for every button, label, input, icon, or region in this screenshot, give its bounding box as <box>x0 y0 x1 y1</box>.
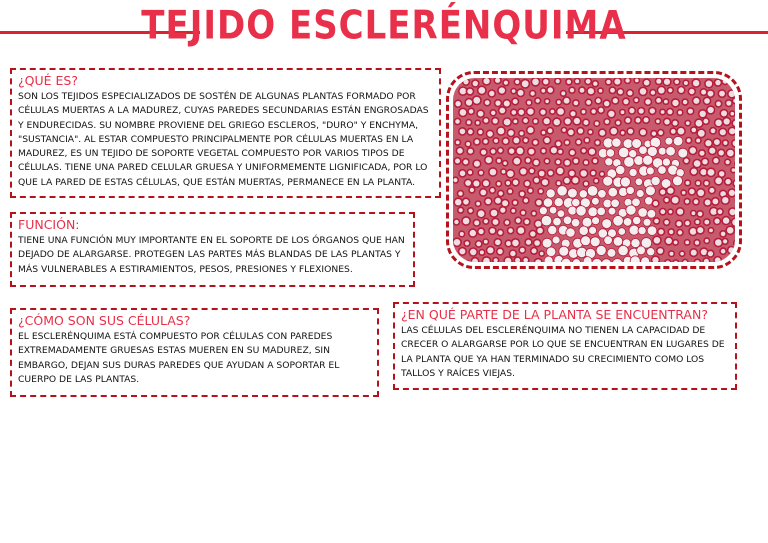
section-que-es <box>10 68 441 198</box>
micrograph-image <box>453 78 735 262</box>
section-funcion-body: TIENE UNA FUNCIÓN MUY IMPORTANTE EN EL SOPORTE DE LOS ÓRGANOS QUE HAN DEJADO DE ALARGARSE. PROTEGEN LAS PARTES MÁS BLANDAS DE LAS PLANTAS Y MÁS VULNERABLES A ESTIRAMIENTOS, PESOS, PRESIONES Y FLEXIONES. <box>18 235 405 275</box>
section-ubicacion-body: LAS CÉLULAS DEL ESCLERÉNQUIMA NO TIENEN LA CAPACIDAD DE CRECER O ALARGARSE POR LO QUE SE ENCUENTRAN EN LUGARES DE LA PLANTA QUE YA HAN TERMINADO SU CRECIMIENTO COMO LOS TALLOS Y RAÍCES VIEJAS. <box>401 325 725 379</box>
section-que-es-body: SON LOS TEJIDOS ESPECIALIZADOS DE SOSTÉN DE ALGUNAS PLANTAS FORMADO POR CÉLULAS MUERTAS A LA MADUREZ, CUYAS PAREDES SECUNDARIAS ESTÁN ENGROSADAS Y ENDURECIDAS. SU NOMBRE PROVIENE DEL GRIEGO ESCLEROS, "DURO" Y ENCHYMA, "SUSTANCIA". AL ESTAR COMPUESTO PRINCIPALMENTE POR CÉLULAS MUERTAS EN LA MADUREZ, ES UN TEJIDO DE SOPORTE VEGETAL COMPUESTO POR VARIOS TIPOS DE CÉLULAS. TIENE UNA PARED CELULAR GRUESA Y UNIFORMEMENTE LIGNIFICADA, POR LO QUE LA PARED DE ESTAS CÉLULAS, QUE ESTÁN MUERTAS, PERMANECE EN LA PLANTA. <box>18 91 429 188</box>
section-funcion-heading: FUNCIÓN: <box>18 217 80 232</box>
micrograph-frame <box>446 71 742 269</box>
section-celulas <box>10 308 379 397</box>
section-celulas-body: EL ESCLERÉNQUIMA ESTÁ COMPUESTO POR CÉLULAS CON PAREDES EXTREMADAMENTE GRUESAS ESTAS MUEREN EN SU MADUREZ, SIN EMBARGO, DEJAN SUS DURAS PAREDES QUE AYUDAN A SOPORTAR EL CUERPO DE LAS PLANTAS. <box>18 331 340 385</box>
section-ubicacion-heading: ¿EN QUÉ PARTE DE LA PLANTA SE ENCUENTRAN? <box>401 307 708 322</box>
section-que-es-heading: ¿QUÉ ES? <box>18 73 78 88</box>
sclerenchyma-cells-illustration <box>453 78 735 262</box>
section-funcion <box>10 212 415 287</box>
section-celulas-heading: ¿CÓMO SON SUS CÉLULAS? <box>18 313 191 328</box>
section-ubicacion <box>393 302 737 390</box>
page-title: TEJIDO ESCLERÉNQUIMA <box>141 3 627 49</box>
